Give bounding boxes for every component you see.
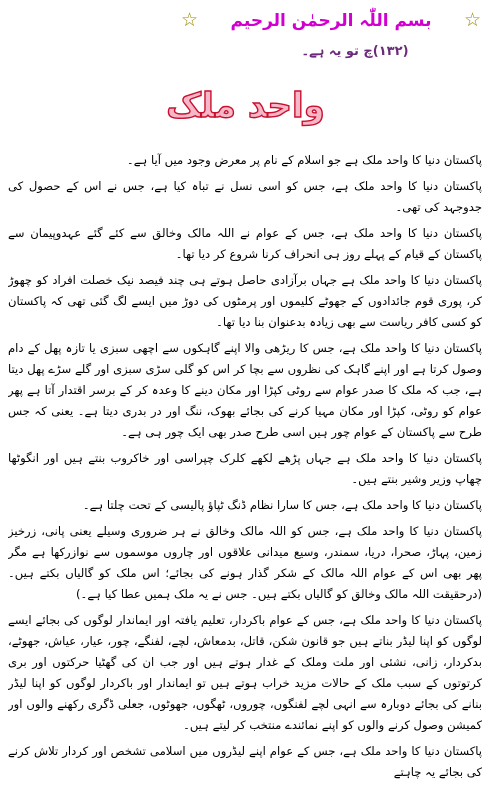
paragraph: پاکستان دنیا کا واحد ملک ہے، جس کے عوام اپنے لیڈروں میں اسلامی تشخص اور کردار تلاش کرنے کی بجائے یہ چاہتے bbox=[8, 744, 482, 779]
paragraph: پاکستان دنیا کا واحد ملک ہے جو اسلام کے نام پر معرض وجود میں آیا ہے۔ bbox=[126, 153, 482, 167]
star-right-icon: ☆ bbox=[463, 8, 481, 31]
bismillah-heading: بسم اللّٰہ الرحمٰن الرحیم bbox=[230, 10, 432, 31]
paragraph: پاکستان دنیا کا واحد ملک ہے، جس کو اللہ مالک وخالق نے ہر ضروری وسیلے یعنی پانی، زرخیز زمین، پہاڑ، صحرا، دریا، سمندر، وسیع میدانی علاقوں اور چاروں موسموں سے نوازرکھا ہے مگر پھر بھی اس کے عوام اللہ مالک کے شکر گذار ہونے کی بجائے؛ اس ملک کو گالیاں بکتے ہیں۔ (درحقیقت اللہ مالک وخالق کو گالیاں بکتے ہیں۔ جس نے یہ ملک ہمیں عطا کیا ہے۔) bbox=[8, 524, 482, 601]
page-title: واحد ملک bbox=[166, 86, 325, 126]
paragraph: پاکستان دنیا کا واحد ملک ہے، جس کو اسی نسل نے تباہ کیا ہے، جس نے اس کے حصول کی جدوجہد کی تھی۔ bbox=[8, 179, 482, 214]
paragraph: پاکستان دنیا کا واحد ملک ہے جہاں پڑھے لکھے کلرک چپراسی اور خاکروب بنتے ہیں اور انگوٹھا چھاپ وزیر وشیر بنتے ہیں۔ bbox=[8, 451, 482, 486]
paragraph: پاکستان دنیا کا واحد ملک ہے، جس کے عوام نے اللہ مالک وخالق سے کئے گئے عہدوپیمان سے پاکستان کے قیام کے پہلے روز ہی انحراف کرنا شروع کر دیا تھا۔ bbox=[8, 226, 482, 261]
star-left-icon: ☆ bbox=[181, 8, 199, 31]
subtitle: (۱۳۲)چ تو یہ ہے۔ bbox=[301, 44, 409, 59]
paragraph: پاکستان دنیا کا واحد ملک ہے جہاں برآزادی حاصل ہوتے ہی چند فیصد نیک خصلت افراد کو چھوڑ کر، پوری قوم جائدادوں کے جھوٹے کلیموں اور پرمٹوں کی دوڑ میں ایسے لگ گئی تھی کہ پاکستان کو کسی کافر ریاست سے بھی زیادہ بدعنوان بنا دیا تھا۔ bbox=[8, 273, 482, 329]
paragraph: پاکستان دنیا کا واحد ملک ہے، جس کے عوام باکردار، تعلیم یافتہ اور ایماندار لوگوں کی بجائے ایسے لوگوں کو اپنا لیڈر بناتے ہیں جو قانون شکن، قاتل، بدمعاش، لچے، لفنگے، چور، عیار، عیاش، جھوٹے، بدکردار، زانی، نشئی اور ملت وملک کے غدار ہوتے ہیں اور جب ان کی گھٹیا حرکتوں اور بری کرتوتوں کے سبب ملک کے حالات مزید خراب ہوتے ہیں تو ایماندار اور باکردار لوگوں کو اپنا لیڈر بنانے کی بجائے دوبارہ سے انہی لچے لفنگوں، چوروں، ٹھگوں، جھوٹوں، جعلی ڈگری رکھنے والوں اور کمیشن وصول کرنے والوں کو اپنے نمائندے منتخب کر لیتے ہیں۔ bbox=[8, 613, 482, 732]
paragraph: پاکستان دنیا کا واحد ملک ہے، جس کا سارا نظام ڈنگ ٹپاؤ پالیسی کے تحت چلتا ہے۔ bbox=[82, 498, 482, 512]
paragraph: پاکستان دنیا کا واحد ملک ہے، جس کا ریڑھی والا اپنے گاہکوں سے اچھی سبزی یا تازہ پھل کے دام وصول کرتا ہے اور اپنے گاہک کی نظروں سے بچا کر اس کو گلی سڑی سبزی اور گلے سڑے پھل دیتا ہے، جب کہ ملک کا صدر عوام سے روٹی کپڑا اور مکان دینے کا وعدہ کر کے برسر اقتدار آتا ہے پھر عوام کو روٹی، کپڑا اور مکان مہیا کرنے کی بجائے بھوک، ننگ اور در بدری دیتا ہے۔ یعنی کہ جس طرح سے پاکستان کے عوام چور ہیں اسی طرح صدر بھی ایک چور ہی ہے۔ bbox=[8, 341, 482, 439]
article-body bbox=[8, 150, 482, 805]
header-row bbox=[181, 8, 481, 32]
